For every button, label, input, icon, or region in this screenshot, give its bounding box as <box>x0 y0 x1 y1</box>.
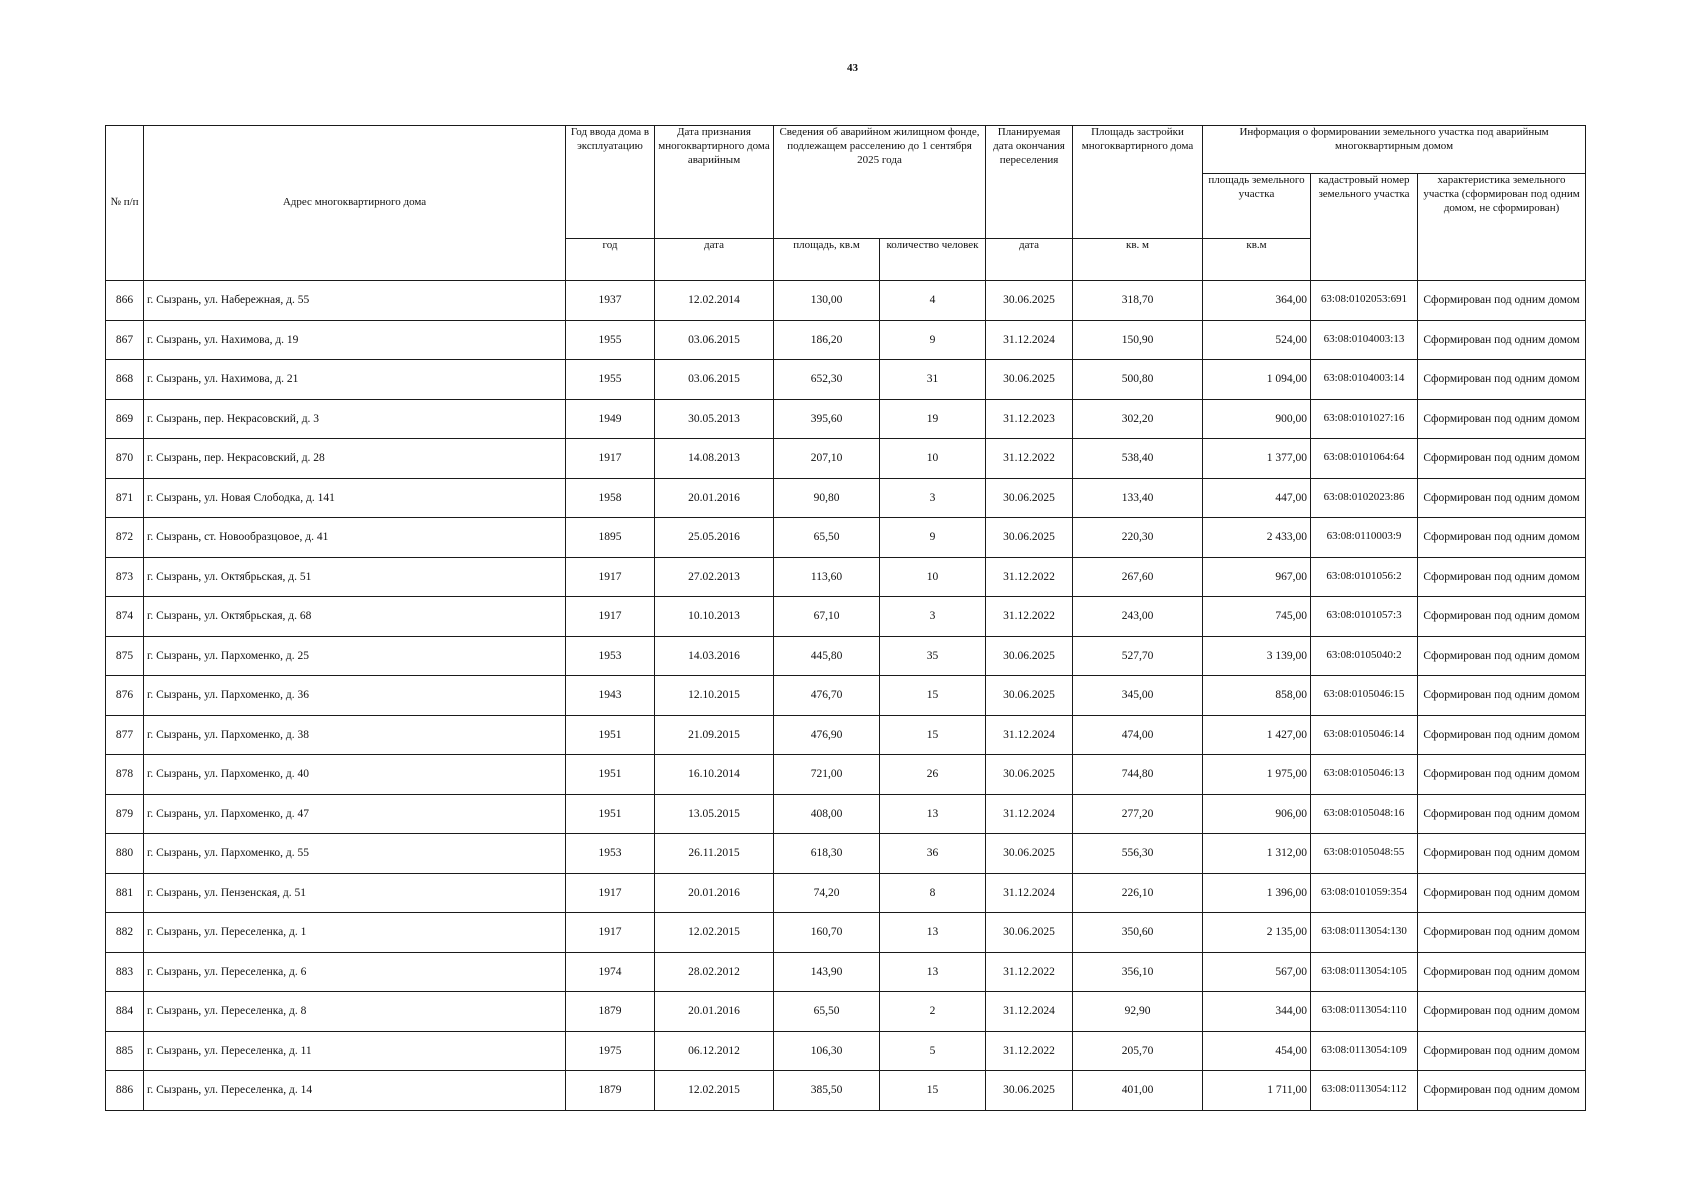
unit-date: дата <box>655 239 774 281</box>
row-cadastral-number: 63:08:0104003:13 <box>1311 320 1418 360</box>
row-cadastral-number: 63:08:0105046:14 <box>1311 715 1418 755</box>
row-address: г. Сызрань, ул. Пархоменко, д. 25 <box>144 636 566 676</box>
row-address: г. Сызрань, пер. Некрасовский, д. 3 <box>144 399 566 439</box>
row-year: 1949 <box>566 399 655 439</box>
row-land-area: 858,00 <box>1203 676 1311 716</box>
table-row <box>106 281 1586 321</box>
row-land-status: Сформирован под одним домом <box>1418 755 1586 795</box>
row-built-area: 401,00 <box>1073 1071 1203 1111</box>
row-emergency-date: 03.06.2015 <box>655 360 774 400</box>
row-planned-date: 30.06.2025 <box>986 281 1073 321</box>
row-emergency-date: 20.01.2016 <box>655 478 774 518</box>
row-address: г. Сызрань, ул. Набережная, д. 55 <box>144 281 566 321</box>
table-row <box>106 597 1586 637</box>
row-built-area: 226,10 <box>1073 873 1203 913</box>
row-built-area: 92,90 <box>1073 992 1203 1032</box>
row-built-area: 538,40 <box>1073 439 1203 479</box>
row-built-area: 205,70 <box>1073 1031 1203 1071</box>
row-emergency-date: 20.01.2016 <box>655 873 774 913</box>
row-built-area: 150,90 <box>1073 320 1203 360</box>
row-land-status: Сформирован под одним домом <box>1418 794 1586 834</box>
row-year: 1917 <box>566 873 655 913</box>
row-number: 875 <box>106 636 144 676</box>
row-year: 1879 <box>566 1071 655 1111</box>
table-row <box>106 952 1586 992</box>
row-cadastral-number: 63:08:0101027:16 <box>1311 399 1418 439</box>
row-people-count: 3 <box>880 478 986 518</box>
row-year: 1951 <box>566 715 655 755</box>
row-emergency-date: 06.12.2012 <box>655 1031 774 1071</box>
row-cadastral-number: 63:08:0113054:110 <box>1311 992 1418 1032</box>
row-people-count: 5 <box>880 1031 986 1071</box>
row-people-count: 13 <box>880 794 986 834</box>
row-land-status: Сформирован под одним домом <box>1418 1071 1586 1111</box>
row-address: г. Сызрань, ул. Пархоменко, д. 55 <box>144 834 566 874</box>
emergency-housing-table <box>105 125 1586 1111</box>
row-planned-date: 30.06.2025 <box>986 636 1073 676</box>
row-planned-date: 31.12.2022 <box>986 439 1073 479</box>
row-people-count: 15 <box>880 715 986 755</box>
row-housing-area: 721,00 <box>774 755 880 795</box>
row-built-area: 277,20 <box>1073 794 1203 834</box>
row-planned-date: 31.12.2022 <box>986 952 1073 992</box>
row-built-area: 474,00 <box>1073 715 1203 755</box>
row-number: 880 <box>106 834 144 874</box>
row-year: 1955 <box>566 320 655 360</box>
unit-land-area: кв.м <box>1203 239 1311 281</box>
row-land-status: Сформирован под одним домом <box>1418 597 1586 637</box>
row-number: 884 <box>106 992 144 1032</box>
row-people-count: 31 <box>880 360 986 400</box>
row-housing-area: 476,90 <box>774 715 880 755</box>
row-housing-area: 186,20 <box>774 320 880 360</box>
row-land-status: Сформирован под одним домом <box>1418 518 1586 558</box>
table-row <box>106 715 1586 755</box>
row-number: 876 <box>106 676 144 716</box>
row-land-area: 2 433,00 <box>1203 518 1311 558</box>
row-number: 877 <box>106 715 144 755</box>
row-planned-date: 31.12.2022 <box>986 597 1073 637</box>
table-row <box>106 992 1586 1032</box>
table-body <box>106 281 1586 1111</box>
row-housing-area: 143,90 <box>774 952 880 992</box>
row-emergency-date: 12.02.2015 <box>655 913 774 953</box>
row-cadastral-number: 63:08:0102023:86 <box>1311 478 1418 518</box>
row-land-status: Сформирован под одним домом <box>1418 992 1586 1032</box>
page-number: 43 <box>847 62 858 74</box>
row-people-count: 2 <box>880 992 986 1032</box>
row-planned-date: 30.06.2025 <box>986 676 1073 716</box>
header-cadastral: кадастровый номер земельного участка <box>1311 174 1418 281</box>
table-row <box>106 1071 1586 1111</box>
row-land-area: 1 396,00 <box>1203 873 1311 913</box>
row-number: 881 <box>106 873 144 913</box>
row-land-area: 344,00 <box>1203 992 1311 1032</box>
row-housing-area: 652,30 <box>774 360 880 400</box>
row-year: 1951 <box>566 755 655 795</box>
row-number: 878 <box>106 755 144 795</box>
row-number: 886 <box>106 1071 144 1111</box>
row-land-area: 1 377,00 <box>1203 439 1311 479</box>
row-cadastral-number: 63:08:0102053:691 <box>1311 281 1418 321</box>
row-land-status: Сформирован под одним домом <box>1418 636 1586 676</box>
row-emergency-date: 12.02.2014 <box>655 281 774 321</box>
row-year: 1917 <box>566 557 655 597</box>
unit-year: год <box>566 239 655 281</box>
row-land-area: 1 711,00 <box>1203 1071 1311 1111</box>
row-built-area: 356,10 <box>1073 952 1203 992</box>
row-housing-area: 65,50 <box>774 992 880 1032</box>
row-planned-date: 31.12.2024 <box>986 794 1073 834</box>
table-row <box>106 518 1586 558</box>
header-land-info: Информация о формировании земельного участка под аварийным многоквартирным домом <box>1203 126 1586 174</box>
row-address: г. Сызрань, ул. Октябрьская, д. 51 <box>144 557 566 597</box>
row-people-count: 8 <box>880 873 986 913</box>
row-land-status: Сформирован под одним домом <box>1418 320 1586 360</box>
row-land-area: 567,00 <box>1203 952 1311 992</box>
row-cadastral-number: 63:08:0113054:112 <box>1311 1071 1418 1111</box>
row-planned-date: 30.06.2025 <box>986 913 1073 953</box>
unit-area: площадь, кв.м <box>774 239 880 281</box>
row-built-area: 302,20 <box>1073 399 1203 439</box>
row-number: 872 <box>106 518 144 558</box>
row-emergency-date: 30.05.2013 <box>655 399 774 439</box>
row-number: 885 <box>106 1031 144 1071</box>
row-address: г. Сызрань, пер. Некрасовский, д. 28 <box>144 439 566 479</box>
header-built-area: Площадь застройки многоквартирного дома <box>1073 126 1203 239</box>
row-year: 1974 <box>566 952 655 992</box>
row-emergency-date: 25.05.2016 <box>655 518 774 558</box>
row-housing-area: 207,10 <box>774 439 880 479</box>
row-planned-date: 31.12.2022 <box>986 557 1073 597</box>
row-cadastral-number: 63:08:0105046:13 <box>1311 755 1418 795</box>
row-people-count: 15 <box>880 676 986 716</box>
table-row <box>106 399 1586 439</box>
row-people-count: 4 <box>880 281 986 321</box>
row-land-area: 1 975,00 <box>1203 755 1311 795</box>
row-people-count: 15 <box>880 1071 986 1111</box>
table-row <box>106 794 1586 834</box>
row-cadastral-number: 63:08:0113054:105 <box>1311 952 1418 992</box>
row-housing-area: 445,80 <box>774 636 880 676</box>
table-row <box>106 557 1586 597</box>
row-land-area: 364,00 <box>1203 281 1311 321</box>
table-row <box>106 913 1586 953</box>
row-land-status: Сформирован под одним домом <box>1418 715 1586 755</box>
row-land-status: Сформирован под одним домом <box>1418 676 1586 716</box>
row-planned-date: 30.06.2025 <box>986 1071 1073 1111</box>
row-planned-date: 31.12.2024 <box>986 320 1073 360</box>
row-land-area: 1 094,00 <box>1203 360 1311 400</box>
row-address: г. Сызрань, ул. Пархоменко, д. 40 <box>144 755 566 795</box>
row-cadastral-number: 63:08:0101064:64 <box>1311 439 1418 479</box>
row-emergency-date: 14.08.2013 <box>655 439 774 479</box>
row-address: г. Сызрань, ул. Новая Слободка, д. 141 <box>144 478 566 518</box>
row-address: г. Сызрань, ул. Переселенка, д. 14 <box>144 1071 566 1111</box>
table-row <box>106 360 1586 400</box>
header-land-area: площадь земельного участка <box>1203 174 1311 239</box>
unit-planned-date: дата <box>986 239 1073 281</box>
row-emergency-date: 28.02.2012 <box>655 952 774 992</box>
row-built-area: 318,70 <box>1073 281 1203 321</box>
row-address: г. Сызрань, ул. Переселенка, д. 6 <box>144 952 566 992</box>
row-emergency-date: 21.09.2015 <box>655 715 774 755</box>
row-year: 1917 <box>566 597 655 637</box>
row-year: 1975 <box>566 1031 655 1071</box>
row-year: 1955 <box>566 360 655 400</box>
row-planned-date: 31.12.2023 <box>986 399 1073 439</box>
row-land-area: 1 312,00 <box>1203 834 1311 874</box>
row-planned-date: 30.06.2025 <box>986 755 1073 795</box>
row-housing-area: 65,50 <box>774 518 880 558</box>
row-cadastral-number: 63:08:0105046:15 <box>1311 676 1418 716</box>
row-people-count: 26 <box>880 755 986 795</box>
row-address: г. Сызрань, ул. Переселенка, д. 8 <box>144 992 566 1032</box>
row-cadastral-number: 63:08:0101059:354 <box>1311 873 1418 913</box>
row-people-count: 3 <box>880 597 986 637</box>
row-built-area: 267,60 <box>1073 557 1203 597</box>
row-built-area: 133,40 <box>1073 478 1203 518</box>
header-housing-info: Сведения об аварийном жилищном фонде, подлежащем расселению до 1 сентября 2025 года <box>774 126 986 239</box>
row-address: г. Сызрань, ул. Переселенка, д. 1 <box>144 913 566 953</box>
row-year: 1943 <box>566 676 655 716</box>
row-land-status: Сформирован под одним домом <box>1418 1031 1586 1071</box>
row-housing-area: 618,30 <box>774 834 880 874</box>
row-housing-area: 74,20 <box>774 873 880 913</box>
row-number: 879 <box>106 794 144 834</box>
row-year: 1951 <box>566 794 655 834</box>
row-housing-area: 160,70 <box>774 913 880 953</box>
row-emergency-date: 10.10.2013 <box>655 597 774 637</box>
row-emergency-date: 13.05.2015 <box>655 794 774 834</box>
row-housing-area: 106,30 <box>774 1031 880 1071</box>
row-number: 870 <box>106 439 144 479</box>
unit-people: количество человек <box>880 239 986 281</box>
row-housing-area: 476,70 <box>774 676 880 716</box>
header-characteristic: характеристика земельного участка (сформирован под одним домом, не сформирован) <box>1418 174 1586 281</box>
row-address: г. Сызрань, ул. Пархоменко, д. 38 <box>144 715 566 755</box>
row-cadastral-number: 63:08:0104003:14 <box>1311 360 1418 400</box>
row-people-count: 35 <box>880 636 986 676</box>
row-cadastral-number: 63:08:0113054:130 <box>1311 913 1418 953</box>
table-row <box>106 755 1586 795</box>
row-land-status: Сформирован под одним домом <box>1418 873 1586 913</box>
row-land-status: Сформирован под одним домом <box>1418 360 1586 400</box>
row-people-count: 13 <box>880 952 986 992</box>
row-people-count: 13 <box>880 913 986 953</box>
row-built-area: 345,00 <box>1073 676 1203 716</box>
row-built-area: 243,00 <box>1073 597 1203 637</box>
row-land-area: 2 135,00 <box>1203 913 1311 953</box>
row-year: 1958 <box>566 478 655 518</box>
row-year: 1917 <box>566 913 655 953</box>
row-emergency-date: 16.10.2014 <box>655 755 774 795</box>
row-land-area: 745,00 <box>1203 597 1311 637</box>
table-row <box>106 439 1586 479</box>
table-row <box>106 834 1586 874</box>
table-row <box>106 1031 1586 1071</box>
row-number: 867 <box>106 320 144 360</box>
row-land-area: 906,00 <box>1203 794 1311 834</box>
row-number: 882 <box>106 913 144 953</box>
row-land-status: Сформирован под одним домом <box>1418 952 1586 992</box>
row-cadastral-number: 63:08:0110003:9 <box>1311 518 1418 558</box>
row-emergency-date: 26.11.2015 <box>655 834 774 874</box>
table-row <box>106 320 1586 360</box>
row-built-area: 556,30 <box>1073 834 1203 874</box>
row-built-area: 220,30 <box>1073 518 1203 558</box>
row-housing-area: 90,80 <box>774 478 880 518</box>
row-land-area: 900,00 <box>1203 399 1311 439</box>
row-address: г. Сызрань, ул. Нахимова, д. 19 <box>144 320 566 360</box>
row-planned-date: 30.06.2025 <box>986 518 1073 558</box>
row-planned-date: 30.06.2025 <box>986 834 1073 874</box>
row-cadastral-number: 63:08:0101056:2 <box>1311 557 1418 597</box>
row-housing-area: 67,10 <box>774 597 880 637</box>
row-address: г. Сызрань, ул. Нахимова, д. 21 <box>144 360 566 400</box>
row-address: г. Сызрань, ул. Пархоменко, д. 36 <box>144 676 566 716</box>
row-year: 1879 <box>566 992 655 1032</box>
row-land-status: Сформирован под одним домом <box>1418 557 1586 597</box>
row-number: 874 <box>106 597 144 637</box>
row-people-count: 36 <box>880 834 986 874</box>
row-land-status: Сформирован под одним домом <box>1418 913 1586 953</box>
row-planned-date: 30.06.2025 <box>986 478 1073 518</box>
row-year: 1917 <box>566 439 655 479</box>
row-planned-date: 31.12.2024 <box>986 715 1073 755</box>
row-land-area: 524,00 <box>1203 320 1311 360</box>
row-built-area: 744,80 <box>1073 755 1203 795</box>
row-cadastral-number: 63:08:0105040:2 <box>1311 636 1418 676</box>
row-number: 871 <box>106 478 144 518</box>
row-built-area: 527,70 <box>1073 636 1203 676</box>
row-year: 1953 <box>566 834 655 874</box>
row-address: г. Сызрань, ул. Переселенка, д. 11 <box>144 1031 566 1071</box>
row-planned-date: 31.12.2024 <box>986 992 1073 1032</box>
row-year: 1895 <box>566 518 655 558</box>
row-land-area: 454,00 <box>1203 1031 1311 1071</box>
row-year: 1953 <box>566 636 655 676</box>
row-number: 883 <box>106 952 144 992</box>
row-emergency-date: 27.02.2013 <box>655 557 774 597</box>
row-land-area: 1 427,00 <box>1203 715 1311 755</box>
unit-built-area: кв. м <box>1073 239 1203 281</box>
row-cadastral-number: 63:08:0105048:16 <box>1311 794 1418 834</box>
row-housing-area: 385,50 <box>774 1071 880 1111</box>
row-cadastral-number: 63:08:0113054:109 <box>1311 1031 1418 1071</box>
row-land-status: Сформирован под одним домом <box>1418 399 1586 439</box>
table-row <box>106 478 1586 518</box>
row-housing-area: 408,00 <box>774 794 880 834</box>
row-cadastral-number: 63:08:0101057:3 <box>1311 597 1418 637</box>
row-year: 1937 <box>566 281 655 321</box>
row-cadastral-number: 63:08:0105048:55 <box>1311 834 1418 874</box>
row-people-count: 10 <box>880 557 986 597</box>
row-number: 868 <box>106 360 144 400</box>
row-people-count: 19 <box>880 399 986 439</box>
row-land-status: Сформирован под одним домом <box>1418 281 1586 321</box>
row-address: г. Сызрань, ул. Пархоменко, д. 47 <box>144 794 566 834</box>
row-land-status: Сформирован под одним домом <box>1418 478 1586 518</box>
header-planned-end: Планируемая дата окончания переселения <box>986 126 1073 239</box>
header-emergency-date: Дата признания многоквартирного дома аварийным <box>655 126 774 239</box>
row-number: 866 <box>106 281 144 321</box>
header-address: Адрес многоквартирного дома <box>144 126 566 281</box>
row-planned-date: 31.12.2024 <box>986 873 1073 913</box>
row-people-count: 9 <box>880 518 986 558</box>
row-address: г. Сызрань, ст. Новообразцовое, д. 41 <box>144 518 566 558</box>
row-land-area: 967,00 <box>1203 557 1311 597</box>
row-address: г. Сызрань, ул. Октябрьская, д. 68 <box>144 597 566 637</box>
row-emergency-date: 03.06.2015 <box>655 320 774 360</box>
row-land-status: Сформирован под одним домом <box>1418 439 1586 479</box>
row-emergency-date: 12.02.2015 <box>655 1071 774 1111</box>
row-built-area: 350,60 <box>1073 913 1203 953</box>
row-emergency-date: 14.03.2016 <box>655 636 774 676</box>
row-built-area: 500,80 <box>1073 360 1203 400</box>
table-row <box>106 873 1586 913</box>
row-land-area: 3 139,00 <box>1203 636 1311 676</box>
row-land-status: Сформирован под одним домом <box>1418 834 1586 874</box>
table-row <box>106 676 1586 716</box>
row-address: г. Сызрань, ул. Пензенская, д. 51 <box>144 873 566 913</box>
row-planned-date: 30.06.2025 <box>986 360 1073 400</box>
row-housing-area: 395,60 <box>774 399 880 439</box>
row-housing-area: 113,60 <box>774 557 880 597</box>
row-people-count: 10 <box>880 439 986 479</box>
row-number: 873 <box>106 557 144 597</box>
row-people-count: 9 <box>880 320 986 360</box>
row-emergency-date: 12.10.2015 <box>655 676 774 716</box>
header-year-built: Год ввода дома в эксплуатацию <box>566 126 655 239</box>
row-emergency-date: 20.01.2016 <box>655 992 774 1032</box>
row-land-area: 447,00 <box>1203 478 1311 518</box>
row-number: 869 <box>106 399 144 439</box>
row-housing-area: 130,00 <box>774 281 880 321</box>
header-num: № п/п <box>106 126 144 281</box>
table-row <box>106 636 1586 676</box>
row-planned-date: 31.12.2022 <box>986 1031 1073 1071</box>
